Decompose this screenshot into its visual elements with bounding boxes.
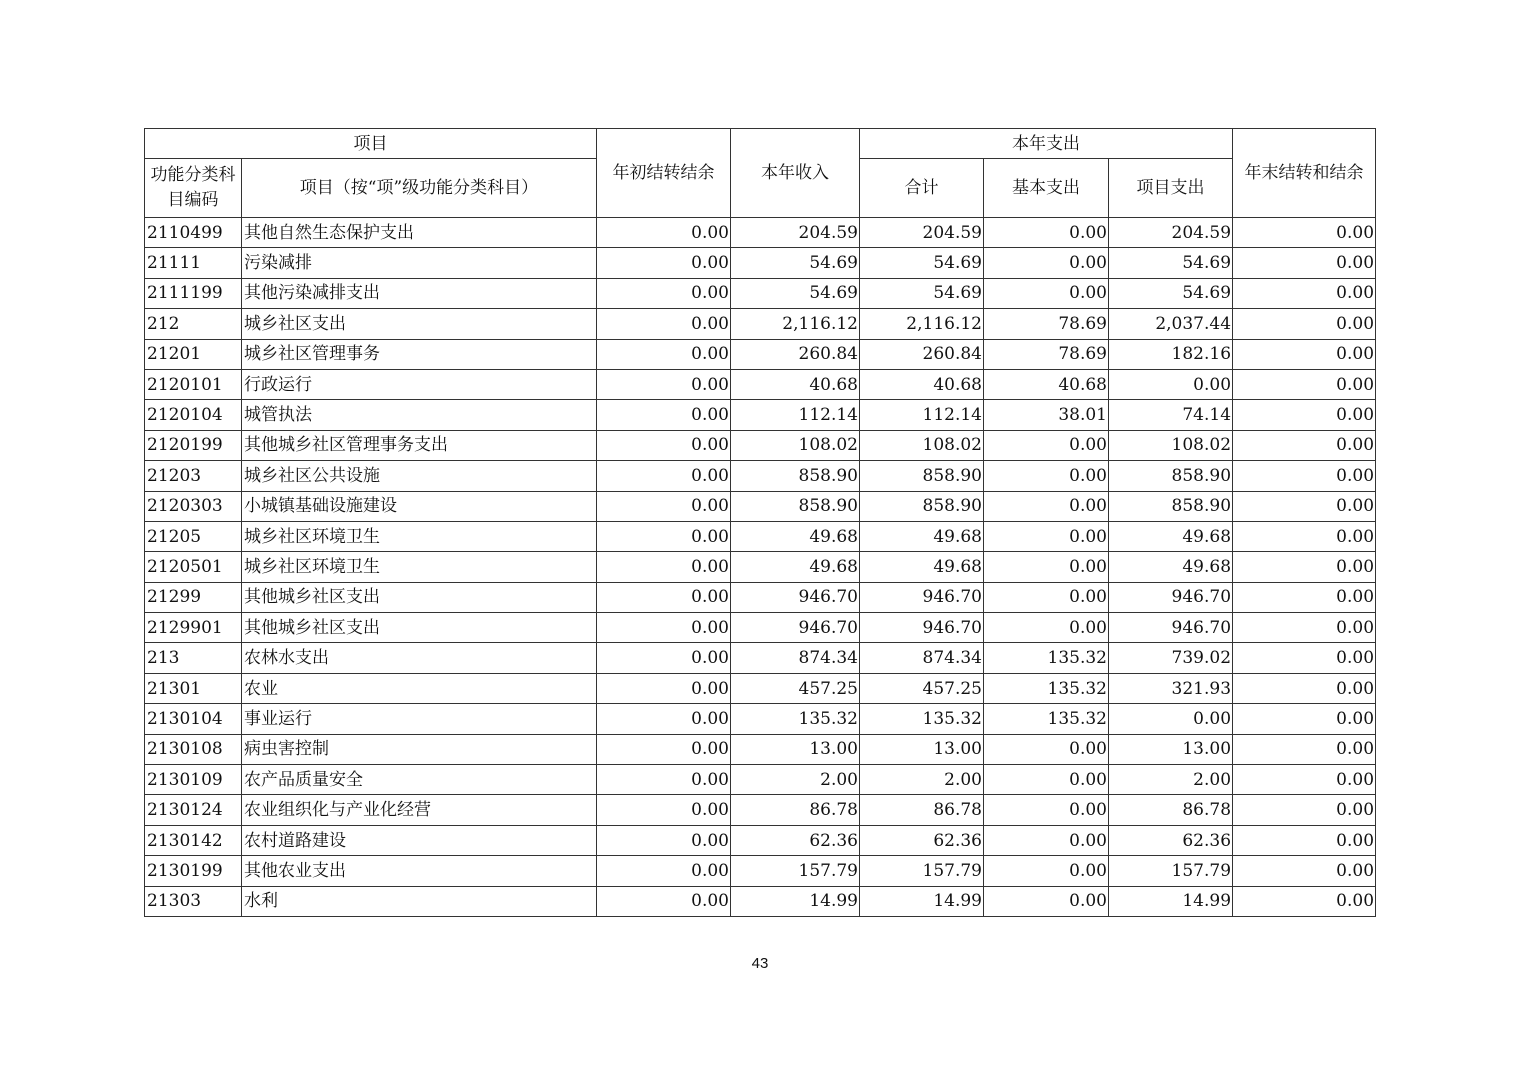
cell-basic: 0.00 [984, 825, 1109, 855]
cell-name: 水利 [242, 886, 597, 916]
cell-current-income: 49.68 [731, 521, 860, 551]
cell-code: 2130142 [145, 825, 242, 855]
cell-project: 2,037.44 [1109, 309, 1233, 339]
cell-project: 62.36 [1109, 825, 1233, 855]
cell-current-income: 54.69 [731, 278, 860, 308]
table-row [145, 856, 1376, 886]
cell-opening-balance: 0.00 [597, 795, 731, 825]
cell-name: 农林水支出 [242, 643, 597, 673]
table-row [145, 795, 1376, 825]
cell-total: 108.02 [860, 430, 984, 460]
cell-closing-balance: 0.00 [1233, 218, 1376, 248]
cell-total: 49.68 [860, 552, 984, 582]
cell-total: 946.70 [860, 582, 984, 612]
cell-total: 874.34 [860, 643, 984, 673]
table-row [145, 613, 1376, 643]
cell-basic: 0.00 [984, 734, 1109, 764]
table-row [145, 218, 1376, 248]
cell-code: 2120101 [145, 369, 242, 399]
cell-basic: 0.00 [984, 278, 1109, 308]
header-closing-balance: 年末结转和结余 [1233, 129, 1376, 218]
cell-basic: 78.69 [984, 309, 1109, 339]
cell-code: 2110499 [145, 218, 242, 248]
cell-project: 182.16 [1109, 339, 1233, 369]
cell-opening-balance: 0.00 [597, 552, 731, 582]
cell-current-income: 40.68 [731, 369, 860, 399]
cell-basic: 0.00 [984, 521, 1109, 551]
cell-opening-balance: 0.00 [597, 248, 731, 278]
cell-basic: 0.00 [984, 582, 1109, 612]
table-row [145, 765, 1376, 795]
cell-opening-balance: 0.00 [597, 856, 731, 886]
cell-current-income: 49.68 [731, 552, 860, 582]
cell-closing-balance: 0.00 [1233, 704, 1376, 734]
cell-code: 2129901 [145, 613, 242, 643]
cell-project: 54.69 [1109, 278, 1233, 308]
cell-total: 112.14 [860, 400, 984, 430]
cell-basic: 0.00 [984, 491, 1109, 521]
cell-opening-balance: 0.00 [597, 400, 731, 430]
page-number: 43 [751, 955, 769, 972]
cell-current-income: 946.70 [731, 613, 860, 643]
cell-total: 40.68 [860, 369, 984, 399]
cell-closing-balance: 0.00 [1233, 825, 1376, 855]
cell-opening-balance: 0.00 [597, 339, 731, 369]
cell-name: 污染减排 [242, 248, 597, 278]
cell-opening-balance: 0.00 [597, 765, 731, 795]
table-row [145, 886, 1376, 916]
cell-opening-balance: 0.00 [597, 886, 731, 916]
cell-project: 13.00 [1109, 734, 1233, 764]
cell-closing-balance: 0.00 [1233, 521, 1376, 551]
cell-basic: 135.32 [984, 643, 1109, 673]
cell-project: 858.90 [1109, 461, 1233, 491]
cell-project: 108.02 [1109, 430, 1233, 460]
cell-project: 946.70 [1109, 613, 1233, 643]
cell-closing-balance: 0.00 [1233, 339, 1376, 369]
cell-closing-balance: 0.00 [1233, 248, 1376, 278]
cell-opening-balance: 0.00 [597, 461, 731, 491]
cell-name: 城乡社区支出 [242, 309, 597, 339]
cell-name: 事业运行 [242, 704, 597, 734]
cell-name: 农业组织化与产业化经营 [242, 795, 597, 825]
cell-project: 858.90 [1109, 491, 1233, 521]
cell-code: 2120501 [145, 552, 242, 582]
cell-current-income: 157.79 [731, 856, 860, 886]
header-opening-balance: 年初结转结余 [597, 129, 731, 218]
cell-total: 457.25 [860, 673, 984, 703]
cell-name: 城乡社区环境卫生 [242, 521, 597, 551]
cell-closing-balance: 0.00 [1233, 795, 1376, 825]
cell-basic: 0.00 [984, 613, 1109, 643]
cell-total: 858.90 [860, 491, 984, 521]
cell-opening-balance: 0.00 [597, 673, 731, 703]
table-row [145, 278, 1376, 308]
cell-basic: 0.00 [984, 248, 1109, 278]
cell-current-income: 260.84 [731, 339, 860, 369]
cell-code: 212 [145, 309, 242, 339]
header-name: 项目（按“项”级功能分类科目） [242, 159, 597, 218]
cell-opening-balance: 0.00 [597, 643, 731, 673]
cell-current-income: 135.32 [731, 704, 860, 734]
cell-name: 城乡社区公共设施 [242, 461, 597, 491]
cell-closing-balance: 0.00 [1233, 673, 1376, 703]
cell-project: 321.93 [1109, 673, 1233, 703]
cell-closing-balance: 0.00 [1233, 765, 1376, 795]
cell-basic: 0.00 [984, 856, 1109, 886]
table-row [145, 430, 1376, 460]
cell-basic: 135.32 [984, 673, 1109, 703]
header-expenditure-group: 本年支出 [860, 129, 1233, 159]
cell-total: 86.78 [860, 795, 984, 825]
header-project-group: 项目 [145, 129, 597, 159]
cell-current-income: 86.78 [731, 795, 860, 825]
cell-project: 204.59 [1109, 218, 1233, 248]
cell-current-income: 858.90 [731, 461, 860, 491]
cell-current-income: 457.25 [731, 673, 860, 703]
cell-total: 13.00 [860, 734, 984, 764]
cell-name: 行政运行 [242, 369, 597, 399]
cell-name: 其他城乡社区管理事务支出 [242, 430, 597, 460]
table-row [145, 400, 1376, 430]
cell-code: 2120303 [145, 491, 242, 521]
cell-opening-balance: 0.00 [597, 369, 731, 399]
cell-closing-balance: 0.00 [1233, 643, 1376, 673]
cell-code: 21203 [145, 461, 242, 491]
cell-project: 0.00 [1109, 369, 1233, 399]
cell-code: 21111 [145, 248, 242, 278]
cell-code: 21301 [145, 673, 242, 703]
cell-current-income: 112.14 [731, 400, 860, 430]
table-row [145, 734, 1376, 764]
cell-project: 946.70 [1109, 582, 1233, 612]
cell-basic: 38.01 [984, 400, 1109, 430]
cell-total: 54.69 [860, 278, 984, 308]
cell-name: 城管执法 [242, 400, 597, 430]
table-row [145, 582, 1376, 612]
cell-project: 86.78 [1109, 795, 1233, 825]
table-row [145, 825, 1376, 855]
cell-name: 城乡社区环境卫生 [242, 552, 597, 582]
cell-closing-balance: 0.00 [1233, 582, 1376, 612]
table-header [145, 129, 1376, 218]
cell-basic: 0.00 [984, 886, 1109, 916]
cell-opening-balance: 0.00 [597, 825, 731, 855]
header-basic: 基本支出 [984, 159, 1109, 218]
header-code: 功能分类科目编码 [145, 159, 242, 218]
cell-total: 54.69 [860, 248, 984, 278]
cell-code: 2130124 [145, 795, 242, 825]
cell-total: 49.68 [860, 521, 984, 551]
cell-opening-balance: 0.00 [597, 309, 731, 339]
cell-current-income: 874.34 [731, 643, 860, 673]
cell-closing-balance: 0.00 [1233, 552, 1376, 582]
cell-closing-balance: 0.00 [1233, 461, 1376, 491]
cell-project: 54.69 [1109, 248, 1233, 278]
table-row [145, 461, 1376, 491]
cell-closing-balance: 0.00 [1233, 856, 1376, 886]
cell-project: 49.68 [1109, 552, 1233, 582]
cell-name: 农业 [242, 673, 597, 703]
header-current-income: 本年收入 [731, 129, 860, 218]
cell-opening-balance: 0.00 [597, 704, 731, 734]
cell-name: 农产品质量安全 [242, 765, 597, 795]
table-row [145, 339, 1376, 369]
cell-current-income: 54.69 [731, 248, 860, 278]
cell-opening-balance: 0.00 [597, 278, 731, 308]
cell-basic: 78.69 [984, 339, 1109, 369]
cell-current-income: 946.70 [731, 582, 860, 612]
cell-total: 157.79 [860, 856, 984, 886]
cell-name: 病虫害控制 [242, 734, 597, 764]
cell-code: 21299 [145, 582, 242, 612]
cell-code: 2111199 [145, 278, 242, 308]
cell-current-income: 108.02 [731, 430, 860, 460]
cell-code: 21303 [145, 886, 242, 916]
cell-total: 62.36 [860, 825, 984, 855]
cell-closing-balance: 0.00 [1233, 613, 1376, 643]
table-row [145, 491, 1376, 521]
cell-project: 49.68 [1109, 521, 1233, 551]
cell-opening-balance: 0.00 [597, 521, 731, 551]
cell-closing-balance: 0.00 [1233, 430, 1376, 460]
cell-basic: 0.00 [984, 552, 1109, 582]
cell-closing-balance: 0.00 [1233, 491, 1376, 521]
cell-project: 2.00 [1109, 765, 1233, 795]
cell-closing-balance: 0.00 [1233, 400, 1376, 430]
cell-code: 2130104 [145, 704, 242, 734]
cell-basic: 0.00 [984, 461, 1109, 491]
cell-opening-balance: 0.00 [597, 582, 731, 612]
cell-project: 74.14 [1109, 400, 1233, 430]
cell-name: 其他城乡社区支出 [242, 582, 597, 612]
budget-table [144, 128, 1376, 917]
cell-opening-balance: 0.00 [597, 491, 731, 521]
cell-code: 21205 [145, 521, 242, 551]
cell-basic: 0.00 [984, 795, 1109, 825]
cell-total: 2,116.12 [860, 309, 984, 339]
cell-basic: 135.32 [984, 704, 1109, 734]
cell-current-income: 2.00 [731, 765, 860, 795]
cell-code: 2120199 [145, 430, 242, 460]
cell-code: 213 [145, 643, 242, 673]
cell-opening-balance: 0.00 [597, 430, 731, 460]
cell-name: 其他农业支出 [242, 856, 597, 886]
cell-project: 0.00 [1109, 704, 1233, 734]
table-row [145, 521, 1376, 551]
cell-current-income: 62.36 [731, 825, 860, 855]
cell-closing-balance: 0.00 [1233, 886, 1376, 916]
header-project: 项目支出 [1109, 159, 1233, 218]
cell-opening-balance: 0.00 [597, 734, 731, 764]
cell-current-income: 14.99 [731, 886, 860, 916]
header-total: 合计 [860, 159, 984, 218]
cell-total: 260.84 [860, 339, 984, 369]
cell-total: 14.99 [860, 886, 984, 916]
cell-opening-balance: 0.00 [597, 613, 731, 643]
table-row [145, 704, 1376, 734]
cell-closing-balance: 0.00 [1233, 369, 1376, 399]
cell-name: 小城镇基础设施建设 [242, 491, 597, 521]
cell-current-income: 2,116.12 [731, 309, 860, 339]
table-row [145, 369, 1376, 399]
cell-project: 157.79 [1109, 856, 1233, 886]
cell-code: 21201 [145, 339, 242, 369]
cell-name: 其他自然生态保护支出 [242, 218, 597, 248]
cell-closing-balance: 0.00 [1233, 278, 1376, 308]
cell-basic: 0.00 [984, 218, 1109, 248]
cell-code: 2130109 [145, 765, 242, 795]
cell-closing-balance: 0.00 [1233, 309, 1376, 339]
cell-total: 204.59 [860, 218, 984, 248]
cell-code: 2130108 [145, 734, 242, 764]
cell-basic: 0.00 [984, 430, 1109, 460]
cell-total: 858.90 [860, 461, 984, 491]
cell-current-income: 204.59 [731, 218, 860, 248]
cell-current-income: 858.90 [731, 491, 860, 521]
table-row [145, 552, 1376, 582]
cell-basic: 40.68 [984, 369, 1109, 399]
cell-project: 739.02 [1109, 643, 1233, 673]
cell-name: 其他城乡社区支出 [242, 613, 597, 643]
cell-total: 946.70 [860, 613, 984, 643]
cell-closing-balance: 0.00 [1233, 734, 1376, 764]
cell-name: 农村道路建设 [242, 825, 597, 855]
cell-name: 城乡社区管理事务 [242, 339, 597, 369]
table-row [145, 643, 1376, 673]
cell-basic: 0.00 [984, 765, 1109, 795]
cell-code: 2120104 [145, 400, 242, 430]
cell-project: 14.99 [1109, 886, 1233, 916]
cell-total: 2.00 [860, 765, 984, 795]
cell-opening-balance: 0.00 [597, 218, 731, 248]
cell-current-income: 13.00 [731, 734, 860, 764]
cell-code: 2130199 [145, 856, 242, 886]
table-row [145, 673, 1376, 703]
table-row [145, 309, 1376, 339]
cell-total: 135.32 [860, 704, 984, 734]
table-row [145, 248, 1376, 278]
cell-name: 其他污染减排支出 [242, 278, 597, 308]
table-body [145, 218, 1376, 917]
